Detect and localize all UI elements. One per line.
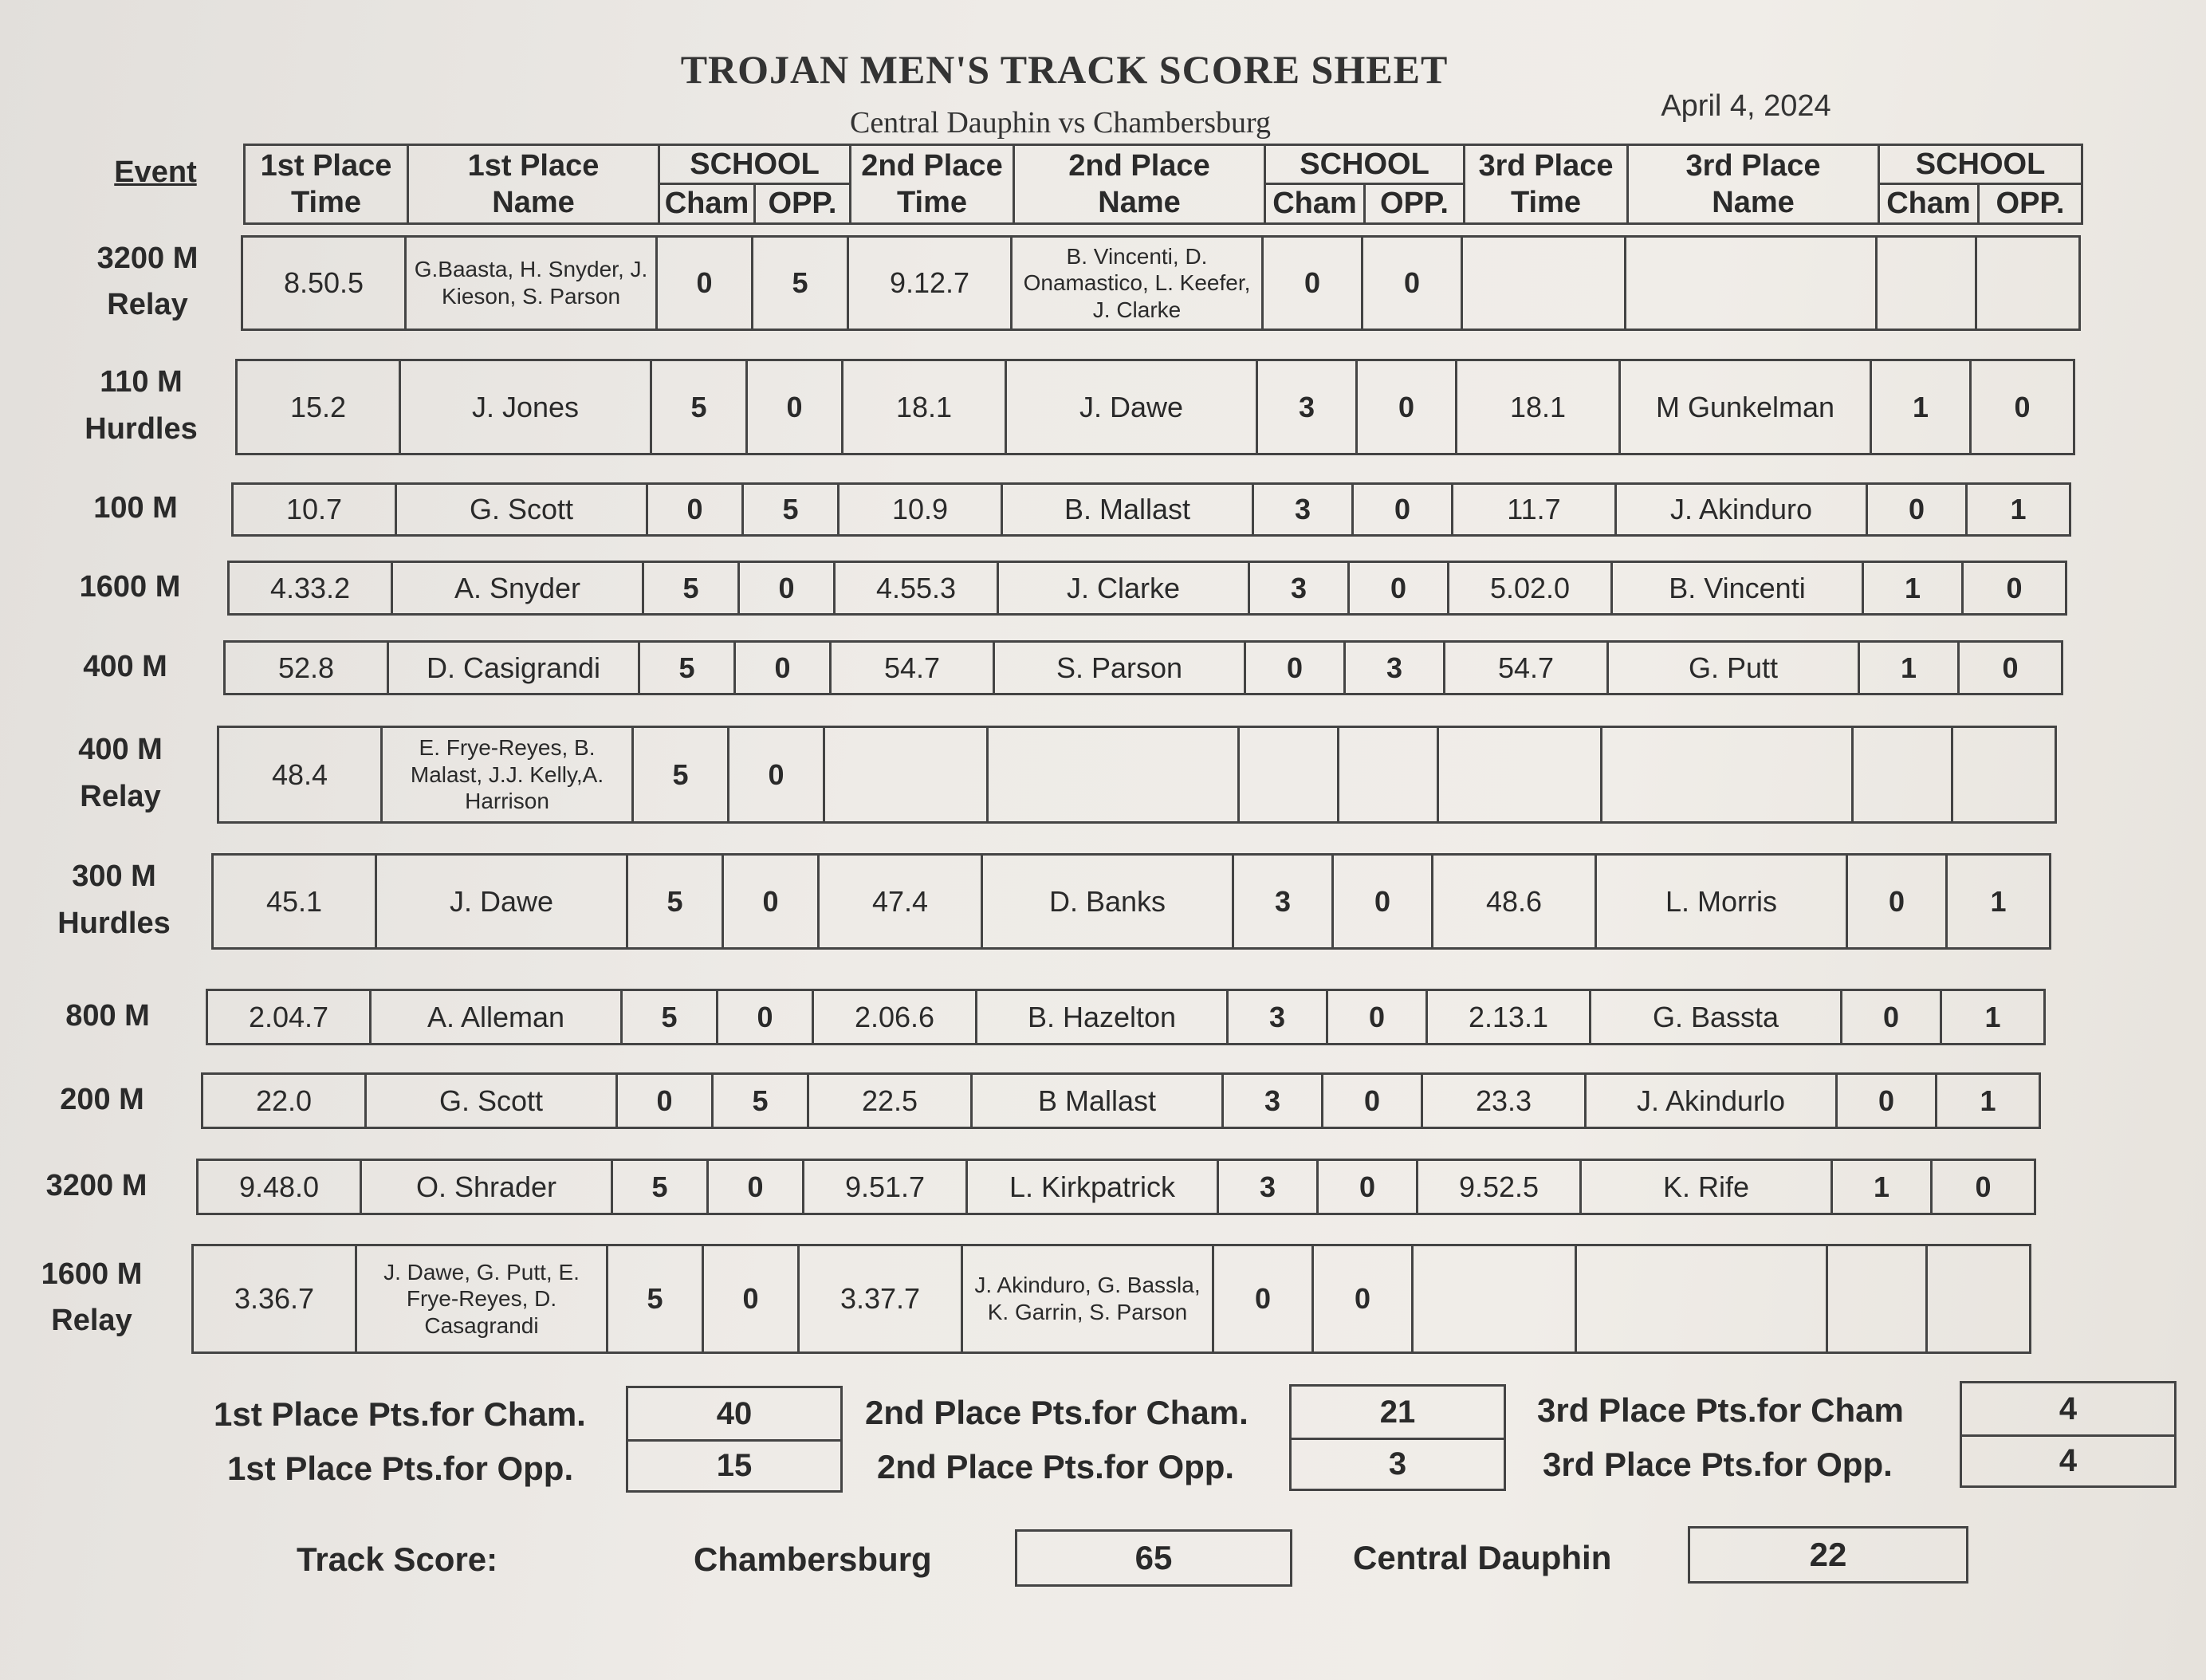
track-score-label: Track Score: (297, 1540, 498, 1578)
cell-third-name: B. Vincenti (1612, 562, 1863, 615)
cell-first-time: 48.4 (218, 727, 382, 823)
cell-first-name: G.Baasta, H. Snyder, J. Kieson, S. Parson (406, 237, 657, 330)
cell-second-time: 54.7 (831, 642, 994, 694)
header-opp-2: OPP. (1365, 184, 1465, 223)
header-school-1: SCHOOL (659, 145, 851, 184)
cell-second-time: 47.4 (819, 855, 982, 949)
cell-first-opp: 0 (703, 1245, 799, 1353)
event-row (227, 561, 2067, 616)
event-label: 3200 M (45, 1168, 147, 1202)
cell-second-opp: 0 (1323, 1074, 1422, 1128)
cell-second-time: 4.55.3 (835, 562, 998, 615)
cell-first-time: 8.50.5 (242, 237, 406, 330)
cell-first-cham: 0 (657, 237, 753, 330)
cell-first-name: G. Scott (366, 1074, 617, 1128)
cell-first-time: 9.48.0 (198, 1160, 361, 1214)
cell-third-opp: 0 (1963, 562, 2066, 615)
third-opp-points: 4 (1962, 1434, 2174, 1485)
cell-third-opp: 0 (1959, 642, 2062, 694)
header-second-name: 2nd Place Name (1014, 145, 1265, 224)
cell-third-time: 54.7 (1445, 642, 1608, 694)
cell-third-time (1462, 237, 1626, 330)
cell-third-cham: 0 (1842, 990, 1941, 1045)
first-cham-points: 40 (716, 1395, 753, 1431)
cell-second-opp (1339, 727, 1438, 823)
cell-second-name: J. Dawe (1006, 360, 1257, 454)
first-opp-points: 15 (628, 1439, 840, 1490)
meet-subtitle: Central Dauphin vs Chambersburg (849, 106, 1272, 140)
event-row (201, 1072, 2041, 1129)
cell-first-name: J. Jones (400, 360, 651, 454)
cell-third-name: J. Akinduro (1616, 484, 1867, 536)
third-place-points-box (1960, 1381, 2177, 1488)
cell-first-time: 4.33.2 (229, 562, 392, 615)
event-row (211, 853, 2051, 950)
event-row (196, 1159, 2036, 1215)
cell-first-name: O. Shrader (361, 1160, 612, 1214)
second-opp-points: 3 (1292, 1438, 1504, 1489)
cell-second-time: 9.12.7 (848, 237, 1012, 330)
cell-second-cham: 3 (1228, 990, 1327, 1045)
cell-second-time: 2.06.6 (813, 990, 977, 1045)
cell-first-opp: 0 (708, 1160, 804, 1214)
event-label: 400 M Relay (78, 733, 163, 813)
cell-first-opp: 0 (729, 727, 824, 823)
event-label: 110 M Hurdles (85, 365, 198, 446)
header-table (243, 144, 2083, 225)
third-cham-label: 3rd Place Pts.for Cham (1537, 1391, 1904, 1429)
cell-first-name: E. Frye-Reyes, B. Malast, J.J. Kelly,A. Harrison (382, 727, 633, 823)
cell-first-cham: 5 (651, 360, 747, 454)
cell-first-time: 10.7 (233, 484, 396, 536)
cell-first-time: 2.04.7 (207, 990, 371, 1045)
cell-third-time: 9.52.5 (1418, 1160, 1581, 1214)
cell-third-name (1626, 237, 1877, 330)
cell-first-name: J. Dawe, G. Putt, E. Frye-Reyes, D. Casagrandi (356, 1245, 608, 1353)
cell-second-time: 3.37.7 (799, 1245, 962, 1353)
cell-third-opp (1927, 1245, 2031, 1353)
cell-second-opp: 0 (1349, 562, 1449, 615)
cell-second-opp: 0 (1333, 855, 1433, 949)
cell-second-opp: 0 (1313, 1245, 1413, 1353)
cell-third-cham: 1 (1863, 562, 1963, 615)
cell-first-name: A. Alleman (371, 990, 622, 1045)
cell-second-name: B. Mallast (1002, 484, 1253, 536)
cell-second-name (988, 727, 1239, 823)
header-opp-3: OPP. (1979, 184, 2082, 223)
cell-first-cham: 5 (633, 727, 729, 823)
meet-date: April 4, 2024 (1661, 89, 1831, 123)
cell-third-cham (1877, 237, 1976, 330)
cell-third-cham: 1 (1859, 642, 1959, 694)
cell-second-time (824, 727, 988, 823)
cell-third-cham: 0 (1867, 484, 1967, 536)
cell-third-cham (1853, 727, 1952, 823)
cell-first-opp: 5 (713, 1074, 808, 1128)
cell-first-cham: 0 (647, 484, 743, 536)
cell-second-name: B Mallast (972, 1074, 1223, 1128)
event-row (217, 726, 2057, 824)
cell-first-time: 3.36.7 (193, 1245, 356, 1353)
header-third-name: 3rd Place Name (1628, 145, 1879, 224)
event-column-header: Event (114, 155, 197, 189)
cell-third-name: G. Putt (1608, 642, 1859, 694)
cell-third-opp (1952, 727, 2056, 823)
cell-second-opp: 0 (1357, 360, 1457, 454)
cell-second-name: S. Parson (994, 642, 1245, 694)
cell-third-opp: 1 (1947, 855, 2051, 949)
cell-first-opp: 0 (718, 990, 813, 1045)
cell-third-name: L. Morris (1596, 855, 1847, 949)
team1-name: Chambersburg (694, 1540, 932, 1578)
cell-first-opp: 5 (753, 237, 848, 330)
cell-first-cham: 5 (643, 562, 739, 615)
cell-third-cham: 0 (1847, 855, 1947, 949)
second-opp-label: 2nd Place Pts.for Opp. (877, 1448, 1235, 1485)
header-cham-1: Cham (659, 184, 755, 223)
event-row (191, 1244, 2031, 1354)
cell-second-opp: 0 (1327, 990, 1427, 1045)
cell-first-name: A. Snyder (392, 562, 643, 615)
cell-third-opp (1976, 237, 2080, 330)
header-third-time: 3rd Place Time (1465, 145, 1628, 224)
event-row (206, 989, 2046, 1045)
cell-second-opp: 0 (1318, 1160, 1418, 1214)
event-row (235, 359, 2075, 455)
cell-second-cham: 3 (1233, 855, 1333, 949)
cell-second-time: 10.9 (839, 484, 1002, 536)
team1-score: 65 (1015, 1529, 1292, 1587)
event-row (231, 482, 2071, 537)
cell-second-cham: 0 (1213, 1245, 1313, 1353)
cell-first-time: 15.2 (237, 360, 400, 454)
cell-first-opp: 5 (743, 484, 839, 536)
cell-second-cham: 3 (1223, 1074, 1323, 1128)
cell-first-opp: 0 (739, 562, 835, 615)
cell-second-cham: 3 (1249, 562, 1349, 615)
cell-second-opp: 3 (1345, 642, 1445, 694)
cell-third-name: G. Bassta (1591, 990, 1842, 1045)
header-school-2: SCHOOL (1265, 145, 1465, 184)
cell-second-cham (1239, 727, 1339, 823)
cell-second-name: J. Clarke (998, 562, 1249, 615)
cell-first-opp: 0 (735, 642, 831, 694)
header-first-time: 1st Place Time (245, 145, 408, 224)
cell-first-time: 45.1 (213, 855, 376, 949)
cell-third-cham: 0 (1837, 1074, 1937, 1128)
third-opp-label: 3rd Place Pts.for Opp. (1543, 1446, 1893, 1483)
cell-first-name: G. Scott (396, 484, 647, 536)
cell-second-cham: 0 (1245, 642, 1345, 694)
cell-second-name: D. Banks (982, 855, 1233, 949)
header-school-3: SCHOOL (1879, 145, 2082, 184)
event-label: 200 M (60, 1082, 144, 1116)
event-label: 100 M (93, 491, 178, 525)
second-place-points-box (1289, 1384, 1506, 1491)
cell-second-name: J. Akinduro, G. Bassla, K. Garrin, S. Parson (962, 1245, 1213, 1353)
team2-score: 22 (1688, 1526, 1968, 1584)
event-row (223, 640, 2063, 695)
header-first-name: 1st Place Name (408, 145, 659, 224)
event-label: 300 M Hurdles (57, 860, 171, 940)
cell-second-cham: 3 (1218, 1160, 1318, 1214)
cell-third-name (1576, 1245, 1827, 1353)
cell-first-name: D. Casigrandi (388, 642, 639, 694)
header-opp-1: OPP. (755, 184, 851, 223)
cell-third-cham: 1 (1832, 1160, 1932, 1214)
cell-first-name: J. Dawe (376, 855, 627, 949)
second-cham-points: 21 (1379, 1394, 1416, 1430)
cell-second-cham: 0 (1263, 237, 1363, 330)
cell-third-time (1438, 727, 1602, 823)
first-opp-label: 1st Place Pts.for Opp. (227, 1450, 574, 1487)
cell-third-time: 18.1 (1457, 360, 1620, 454)
cell-first-cham: 5 (612, 1160, 708, 1214)
cell-first-cham: 5 (627, 855, 723, 949)
cell-third-opp: 0 (1971, 360, 2074, 454)
third-cham-points: 4 (2059, 1391, 2078, 1426)
cell-third-opp: 1 (1937, 1074, 2040, 1128)
header-cham-2: Cham (1265, 184, 1365, 223)
cell-first-opp: 0 (723, 855, 819, 949)
cell-third-name (1602, 727, 1853, 823)
cell-third-time: 23.3 (1422, 1074, 1586, 1128)
cell-third-time: 11.7 (1453, 484, 1616, 536)
cell-second-opp: 0 (1353, 484, 1453, 536)
cell-second-name: B. Vincenti, D. Onamastico, L. Keefer, J. Clarke (1012, 237, 1263, 330)
event-label: 800 M (65, 998, 150, 1033)
cell-first-cham: 5 (608, 1245, 703, 1353)
cell-third-name: J. Akindurlo (1586, 1074, 1837, 1128)
event-label: 3200 M Relay (96, 241, 199, 322)
cell-first-time: 22.0 (203, 1074, 366, 1128)
event-label: 400 M (83, 649, 167, 683)
header-cham-3: Cham (1879, 184, 1979, 223)
second-cham-label: 2nd Place Pts.for Cham. (865, 1394, 1248, 1431)
cell-third-cham (1827, 1245, 1927, 1353)
cell-third-name: M Gunkelman (1620, 360, 1871, 454)
cell-third-time (1413, 1245, 1576, 1353)
event-label: 1600 M Relay (41, 1257, 143, 1338)
cell-second-cham: 3 (1257, 360, 1357, 454)
cell-first-cham: 5 (639, 642, 735, 694)
cell-third-opp: 1 (1941, 990, 2045, 1045)
cell-second-name: B. Hazelton (977, 990, 1228, 1045)
cell-third-name: K. Rife (1581, 1160, 1832, 1214)
cell-second-opp: 0 (1363, 237, 1462, 330)
cell-third-cham: 1 (1871, 360, 1971, 454)
team2-name: Central Dauphin (1353, 1539, 1612, 1576)
cell-third-time: 2.13.1 (1427, 990, 1591, 1045)
sheet-title: TROJAN MEN'S TRACK SCORE SHEET (680, 47, 1449, 92)
cell-second-name: L. Kirkpatrick (967, 1160, 1218, 1214)
cell-third-time: 48.6 (1433, 855, 1596, 949)
cell-third-time: 5.02.0 (1449, 562, 1612, 615)
cell-first-cham: 0 (617, 1074, 713, 1128)
cell-second-cham: 3 (1253, 484, 1353, 536)
event-row (241, 235, 2081, 331)
cell-second-time: 18.1 (843, 360, 1006, 454)
first-cham-label: 1st Place Pts.for Cham. (214, 1395, 586, 1433)
cell-first-cham: 5 (622, 990, 718, 1045)
event-label: 1600 M (79, 569, 181, 604)
cell-second-time: 9.51.7 (804, 1160, 967, 1214)
header-second-time: 2nd Place Time (851, 145, 1014, 224)
cell-third-opp: 0 (1932, 1160, 2035, 1214)
cell-first-time: 52.8 (225, 642, 388, 694)
first-place-points-box (626, 1386, 843, 1493)
cell-third-opp: 1 (1967, 484, 2070, 536)
cell-first-opp: 0 (747, 360, 843, 454)
cell-second-time: 22.5 (808, 1074, 972, 1128)
